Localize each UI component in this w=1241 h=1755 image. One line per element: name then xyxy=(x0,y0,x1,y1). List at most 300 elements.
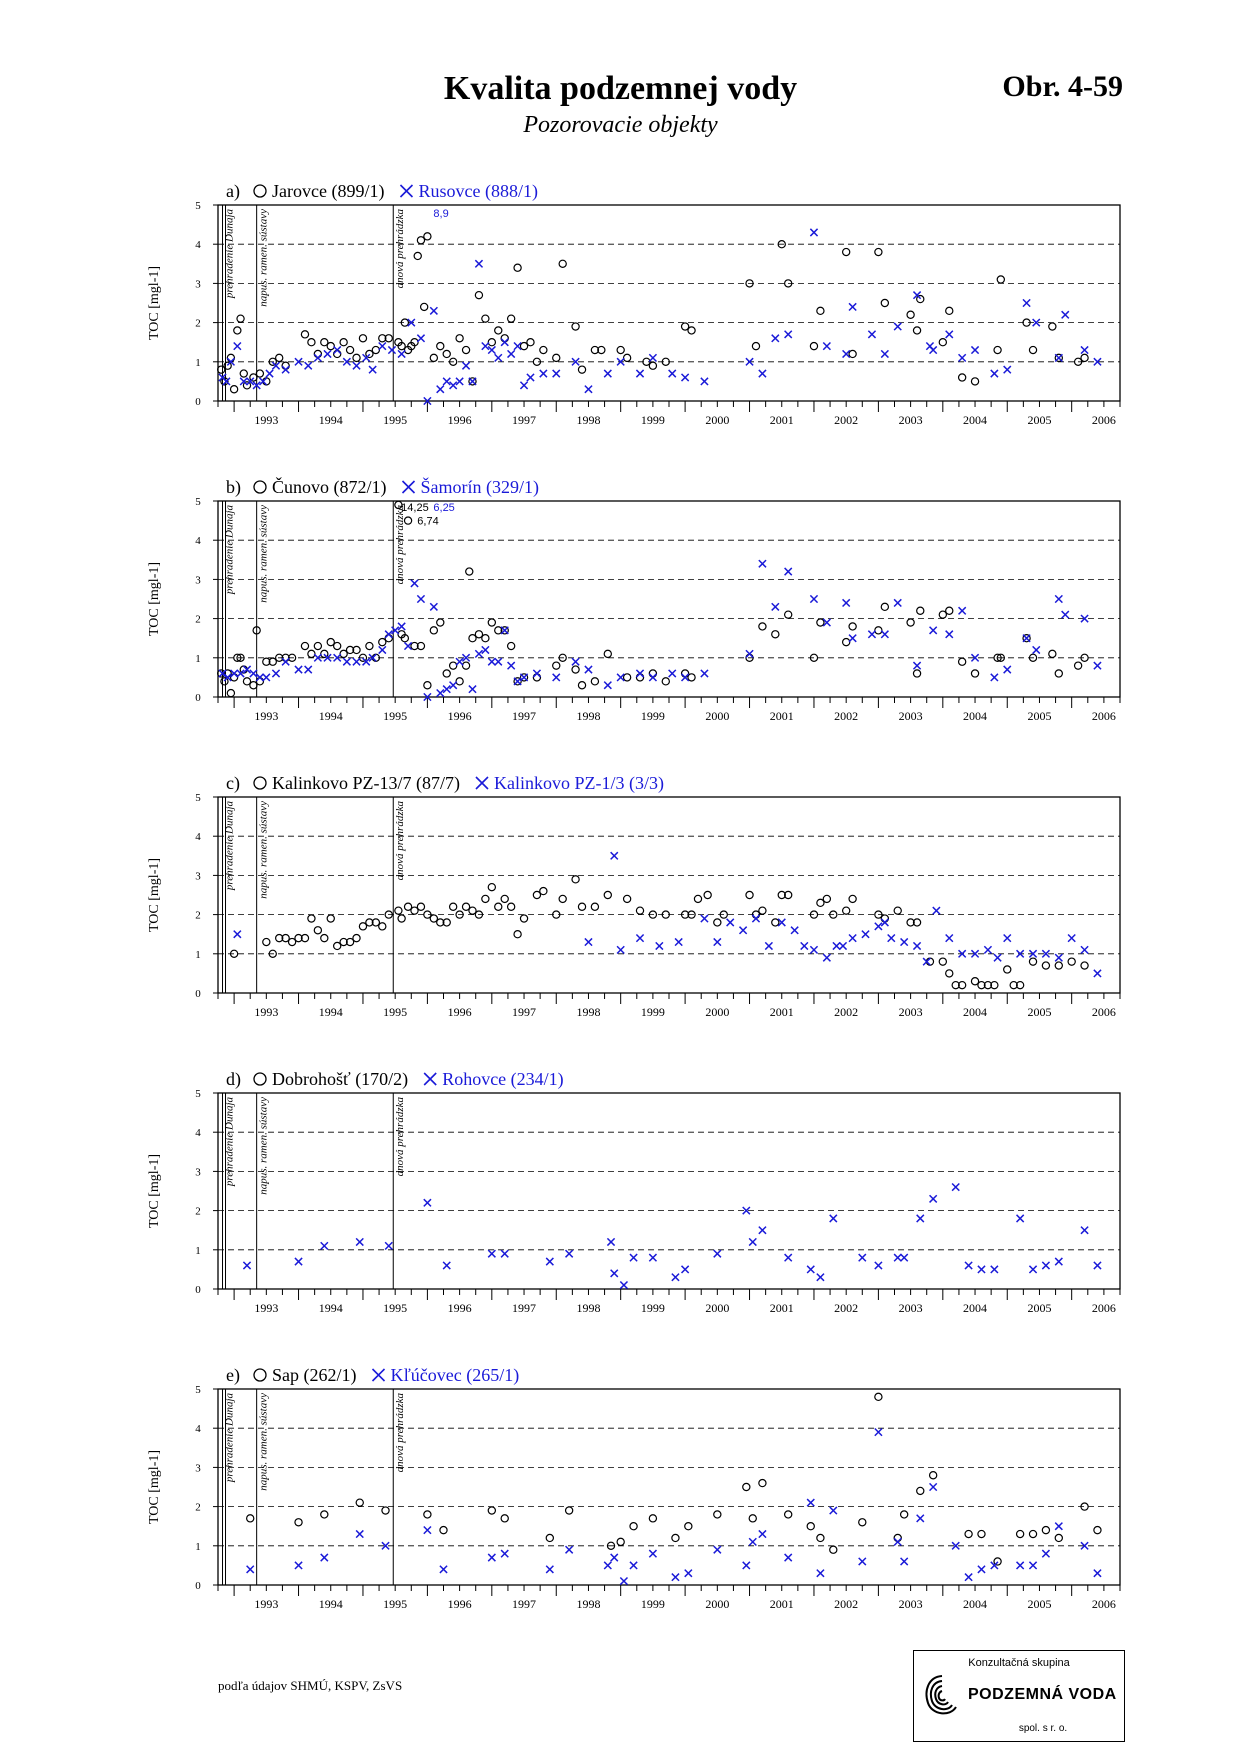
x-tick-label: 1997 xyxy=(512,413,537,427)
page-subtitle: Pozorovacie objekty xyxy=(523,112,718,138)
data-point-cross xyxy=(1042,1550,1049,1557)
data-point-cross xyxy=(443,378,450,385)
data-point-cross xyxy=(1033,646,1040,653)
data-point-cross xyxy=(649,674,656,681)
data-point-cross xyxy=(1055,954,1062,961)
data-point-cross xyxy=(508,350,515,357)
data-point-cross xyxy=(810,229,817,236)
legend-series-a: Dobrohošť (170/2) xyxy=(272,1069,409,1089)
data-point-circle xyxy=(488,339,495,346)
data-point-cross xyxy=(469,378,476,385)
data-point-circle xyxy=(907,311,914,318)
x-tick-label: 1995 xyxy=(383,1597,408,1611)
data-point-circle xyxy=(256,370,263,377)
data-point-circle xyxy=(817,619,824,626)
y-tick-label: 1 xyxy=(195,1540,201,1553)
data-point-cross xyxy=(482,646,489,653)
data-point-cross xyxy=(913,662,920,669)
data-point-cross xyxy=(930,346,937,353)
data-point-circle xyxy=(466,568,473,575)
data-point-circle xyxy=(662,678,669,685)
data-point-cross xyxy=(617,946,624,953)
data-point-cross xyxy=(234,343,241,350)
x-tick-label: 2002 xyxy=(834,709,859,723)
data-point-cross xyxy=(839,942,846,949)
data-point-cross xyxy=(611,1554,618,1561)
data-point-cross xyxy=(952,1183,959,1190)
data-point-circle xyxy=(688,327,695,334)
data-point-cross xyxy=(959,354,966,361)
event-label: prehradenie Dunaja xyxy=(223,801,236,891)
data-point-cross xyxy=(475,650,482,657)
data-point-circle xyxy=(875,627,882,634)
x-tick-label: 2000 xyxy=(705,1005,730,1019)
data-point-cross xyxy=(849,635,856,642)
data-point-cross xyxy=(392,627,399,634)
legend-series-b: Šamorín (329/1) xyxy=(420,477,539,497)
data-point-circle xyxy=(327,343,334,350)
data-point-cross xyxy=(917,1215,924,1222)
data-point-cross xyxy=(440,1566,447,1573)
data-point-circle xyxy=(482,315,489,322)
data-point-circle xyxy=(1029,346,1036,353)
data-point-cross xyxy=(682,374,689,381)
data-point-circle xyxy=(301,331,308,338)
data-point-cross xyxy=(946,935,953,942)
y-tick-label: 5 xyxy=(195,1088,201,1100)
data-point-cross xyxy=(263,674,270,681)
data-point-circle xyxy=(553,354,560,361)
y-tick-label: 1 xyxy=(195,1244,201,1257)
data-point-circle xyxy=(495,327,502,334)
data-point-cross xyxy=(807,1499,814,1506)
data-point-circle xyxy=(946,970,953,977)
logo-mark-icon xyxy=(922,1673,962,1719)
plot-frame xyxy=(218,797,1120,993)
x-tick-label: 2005 xyxy=(1027,1005,1052,1019)
data-point-cross xyxy=(566,1546,573,1553)
data-point-cross xyxy=(443,686,450,693)
figure-number: Obr. 4-59 xyxy=(1002,70,1123,103)
data-point-cross xyxy=(672,1274,679,1281)
x-tick-label: 2004 xyxy=(963,709,988,723)
data-point-cross xyxy=(620,1281,627,1288)
data-point-cross xyxy=(443,1262,450,1269)
data-point-cross xyxy=(234,931,241,938)
data-point-cross xyxy=(356,1238,363,1245)
data-point-cross xyxy=(1094,1570,1101,1577)
data-point-circle xyxy=(321,1511,328,1518)
data-point-circle xyxy=(624,674,631,681)
data-point-cross xyxy=(785,1254,792,1261)
x-tick-label: 2003 xyxy=(898,1005,923,1019)
event-label: dnová prehrádzka xyxy=(394,209,407,289)
panel-letter: b) xyxy=(226,477,241,497)
data-point-cross xyxy=(424,1527,431,1534)
x-tick-label: 2002 xyxy=(834,413,859,427)
legend-series-b: Kalinkovo PZ-1/3 (3/3) xyxy=(493,773,664,793)
data-point-cross xyxy=(1062,611,1069,618)
x-tick-label: 1998 xyxy=(576,1301,601,1315)
data-point-circle xyxy=(617,1538,624,1545)
data-point-cross xyxy=(533,670,540,677)
annotation-label: 6,74 xyxy=(417,515,439,528)
data-point-circle xyxy=(462,346,469,353)
x-tick-label: 2000 xyxy=(705,413,730,427)
x-tick-label: 1999 xyxy=(640,1301,665,1315)
data-point-circle xyxy=(1029,1530,1036,1537)
data-point-circle xyxy=(1081,354,1088,361)
x-tick-label: 1999 xyxy=(640,413,665,427)
data-point-cross xyxy=(785,331,792,338)
panel-letter: c) xyxy=(226,773,240,793)
data-point-cross xyxy=(991,1266,998,1273)
y-tick-label: 3 xyxy=(195,574,201,587)
x-tick-label: 2003 xyxy=(898,709,923,723)
data-point-cross xyxy=(353,658,360,665)
y-axis-label: TOC [mgl-1] xyxy=(147,1153,162,1229)
data-point-cross xyxy=(1081,346,1088,353)
y-tick-label: 2 xyxy=(195,1501,201,1514)
data-point-cross xyxy=(759,1530,766,1537)
data-point-cross xyxy=(501,1550,508,1557)
data-point-circle xyxy=(746,891,753,898)
data-point-cross xyxy=(701,378,708,385)
data-point-circle xyxy=(1081,962,1088,969)
x-tick-label: 2001 xyxy=(769,1005,794,1019)
y-axis-label: TOC [mgl-1] xyxy=(147,561,162,637)
data-point-circle xyxy=(321,935,328,942)
x-tick-label: 2006 xyxy=(1091,709,1116,723)
event-label: prehradenie Dunaja xyxy=(223,1393,236,1483)
data-point-cross xyxy=(295,1562,302,1569)
plot-frame xyxy=(218,1093,1120,1289)
data-point-circle xyxy=(649,362,656,369)
data-point-cross xyxy=(272,670,279,677)
data-point-circle xyxy=(559,260,566,267)
data-point-circle xyxy=(881,299,888,306)
data-point-cross xyxy=(946,631,953,638)
data-point-cross xyxy=(540,370,547,377)
y-axis-label: TOC [mgl-1] xyxy=(147,857,162,933)
data-point-circle xyxy=(901,1511,908,1518)
data-point-cross xyxy=(417,335,424,342)
plot-frame xyxy=(218,1389,1120,1585)
data-point-circle xyxy=(240,370,247,377)
data-point-cross xyxy=(701,915,708,922)
data-point-circle xyxy=(759,623,766,630)
data-point-circle xyxy=(849,350,856,357)
legend-cross-icon xyxy=(476,777,488,789)
data-point-cross xyxy=(959,607,966,614)
data-point-cross xyxy=(894,1254,901,1261)
data-point-circle xyxy=(533,674,540,681)
data-point-circle xyxy=(231,386,238,393)
x-tick-label: 1994 xyxy=(318,1301,343,1315)
data-point-cross xyxy=(810,595,817,602)
x-tick-label: 2002 xyxy=(834,1301,859,1315)
data-point-cross xyxy=(630,1254,637,1261)
data-point-cross xyxy=(488,346,495,353)
data-point-cross xyxy=(314,354,321,361)
data-point-circle xyxy=(843,639,850,646)
data-point-cross xyxy=(875,923,882,930)
data-point-cross xyxy=(430,307,437,314)
data-point-circle xyxy=(1042,962,1049,969)
data-point-circle xyxy=(256,678,263,685)
event-label: prehradenie Dunaja xyxy=(223,209,236,299)
data-point-circle xyxy=(572,666,579,673)
data-point-cross xyxy=(385,1242,392,1249)
y-tick-label: 3 xyxy=(195,278,201,291)
data-point-circle xyxy=(875,248,882,255)
data-point-circle xyxy=(366,642,373,649)
data-point-circle xyxy=(1055,670,1062,677)
data-point-cross xyxy=(675,938,682,945)
x-tick-label: 1995 xyxy=(383,1005,408,1019)
data-point-cross xyxy=(849,303,856,310)
x-tick-label: 1994 xyxy=(318,413,343,427)
y-tick-label: 1 xyxy=(195,948,201,961)
data-point-cross xyxy=(801,942,808,949)
data-point-circle xyxy=(514,264,521,271)
data-point-circle xyxy=(624,354,631,361)
x-tick-label: 1997 xyxy=(512,709,537,723)
data-point-circle xyxy=(913,327,920,334)
legend-circle-icon xyxy=(254,481,266,493)
data-point-circle xyxy=(971,378,978,385)
x-tick-label: 1998 xyxy=(576,1597,601,1611)
data-point-cross xyxy=(965,1262,972,1269)
data-point-circle xyxy=(308,915,315,922)
data-point-cross xyxy=(572,658,579,665)
data-point-cross xyxy=(1055,1523,1062,1530)
legend-circle-icon xyxy=(254,185,266,197)
data-point-cross xyxy=(1055,354,1062,361)
data-point-circle xyxy=(578,903,585,910)
data-point-cross xyxy=(398,623,405,630)
data-point-cross xyxy=(1017,1562,1024,1569)
data-point-circle xyxy=(1068,958,1075,965)
data-point-cross xyxy=(501,339,508,346)
y-tick-label: 4 xyxy=(195,1127,201,1140)
data-point-circle xyxy=(440,1527,447,1534)
event-label: napus. ramen. sústavy xyxy=(257,1097,270,1195)
x-tick-label: 2005 xyxy=(1027,709,1052,723)
data-point-cross xyxy=(649,354,656,361)
data-point-circle xyxy=(823,895,830,902)
data-point-cross xyxy=(527,374,534,381)
data-point-circle xyxy=(424,682,431,689)
data-point-circle xyxy=(308,339,315,346)
data-point-circle xyxy=(994,346,1001,353)
data-point-cross xyxy=(385,631,392,638)
logo-name: PODZEMNÁ VODA xyxy=(968,1686,1117,1703)
data-point-cross xyxy=(807,1266,814,1273)
legend-series-b: Rusovce (888/1) xyxy=(418,181,538,201)
legend-circle-icon xyxy=(254,1073,266,1085)
data-point-circle xyxy=(965,1530,972,1537)
data-point-circle xyxy=(395,907,402,914)
x-tick-label: 1996 xyxy=(447,1597,472,1611)
data-point-circle xyxy=(227,689,234,696)
data-point-cross xyxy=(1004,366,1011,373)
data-point-cross xyxy=(388,346,395,353)
data-point-cross xyxy=(901,1254,908,1261)
data-point-cross xyxy=(913,942,920,949)
data-point-cross xyxy=(450,382,457,389)
data-point-cross xyxy=(1094,1262,1101,1269)
data-point-circle xyxy=(672,1534,679,1541)
y-tick-label: 5 xyxy=(195,1384,201,1396)
data-point-circle xyxy=(276,354,283,361)
data-point-circle xyxy=(907,619,914,626)
data-point-cross xyxy=(930,1195,937,1202)
x-tick-label: 1993 xyxy=(254,1597,279,1611)
data-point-cross xyxy=(604,1562,611,1569)
data-point-cross xyxy=(714,938,721,945)
data-point-cross xyxy=(475,260,482,267)
data-point-cross xyxy=(749,1238,756,1245)
logo-top-text: Konzultačná skupina xyxy=(968,1657,1070,1669)
data-point-circle xyxy=(1075,662,1082,669)
data-point-circle xyxy=(1055,962,1062,969)
x-tick-label: 1998 xyxy=(576,413,601,427)
data-point-circle xyxy=(340,339,347,346)
plot-frame xyxy=(218,501,1120,697)
data-point-circle xyxy=(334,350,341,357)
x-tick-label: 1994 xyxy=(318,1597,343,1611)
data-point-cross xyxy=(356,1530,363,1537)
legend-cross-icon xyxy=(373,1369,385,1381)
data-point-circle xyxy=(508,903,515,910)
x-tick-label: 1993 xyxy=(254,413,279,427)
data-point-circle xyxy=(437,619,444,626)
x-tick-label: 1994 xyxy=(318,1005,343,1019)
data-point-cross xyxy=(305,666,312,673)
data-point-cross xyxy=(830,1215,837,1222)
data-point-circle xyxy=(881,915,888,922)
data-point-circle xyxy=(688,674,695,681)
data-point-circle xyxy=(263,938,270,945)
data-point-cross xyxy=(324,350,331,357)
data-point-cross xyxy=(984,946,991,953)
data-point-circle xyxy=(540,346,547,353)
data-point-circle xyxy=(247,1515,254,1522)
data-point-circle xyxy=(501,895,508,902)
data-point-circle xyxy=(353,354,360,361)
data-point-cross xyxy=(1042,1262,1049,1269)
data-point-cross xyxy=(746,650,753,657)
x-tick-label: 2005 xyxy=(1027,413,1052,427)
data-point-circle xyxy=(1055,1534,1062,1541)
data-point-circle xyxy=(237,315,244,322)
annotation-label: 6,25 xyxy=(433,501,455,514)
data-point-circle xyxy=(649,1515,656,1522)
data-point-cross xyxy=(508,662,515,669)
data-point-circle xyxy=(430,627,437,634)
y-tick-label: 2 xyxy=(195,317,201,330)
x-tick-label: 1993 xyxy=(254,709,279,723)
data-point-cross xyxy=(636,670,643,677)
data-point-circle xyxy=(508,315,515,322)
data-point-cross xyxy=(1023,635,1030,642)
data-point-circle xyxy=(817,307,824,314)
data-point-circle xyxy=(520,915,527,922)
y-axis-label: TOC [mgl-1] xyxy=(147,265,162,341)
data-point-circle xyxy=(553,662,560,669)
data-point-circle xyxy=(649,670,656,677)
data-point-cross xyxy=(546,1258,553,1265)
x-tick-label: 1995 xyxy=(383,1301,408,1315)
data-point-cross xyxy=(334,346,341,353)
data-point-cross xyxy=(488,1554,495,1561)
data-point-cross xyxy=(321,1242,328,1249)
data-point-cross xyxy=(682,1266,689,1273)
data-point-cross xyxy=(894,323,901,330)
data-point-circle xyxy=(1004,966,1011,973)
data-point-circle xyxy=(295,1519,302,1526)
data-point-cross xyxy=(991,370,998,377)
event-label: prehradenie Dunaja xyxy=(223,505,236,595)
data-point-circle xyxy=(843,248,850,255)
data-point-cross xyxy=(881,350,888,357)
data-point-cross xyxy=(247,1566,254,1573)
data-point-cross xyxy=(714,1250,721,1257)
data-point-circle xyxy=(785,611,792,618)
data-point-cross xyxy=(785,568,792,575)
data-point-cross xyxy=(901,1558,908,1565)
data-point-cross xyxy=(1029,1266,1036,1273)
data-point-cross xyxy=(1094,970,1101,977)
panel-letter: a) xyxy=(226,181,240,201)
data-point-circle xyxy=(482,895,489,902)
legend-series-a: Jarovce (899/1) xyxy=(272,181,385,201)
data-point-cross xyxy=(411,580,418,587)
data-point-cross xyxy=(765,942,772,949)
x-tick-label: 2001 xyxy=(769,1301,794,1315)
data-point-cross xyxy=(495,354,502,361)
data-point-cross xyxy=(672,1574,679,1581)
data-point-cross xyxy=(749,1538,756,1545)
data-point-cross xyxy=(437,689,444,696)
data-point-circle xyxy=(488,884,495,891)
data-point-cross xyxy=(607,1238,614,1245)
data-point-cross xyxy=(1081,1227,1088,1234)
data-point-cross xyxy=(843,599,850,606)
data-point-circle xyxy=(971,670,978,677)
y-tick-label: 3 xyxy=(195,1166,201,1179)
data-point-cross xyxy=(611,852,618,859)
data-point-circle xyxy=(572,323,579,330)
data-point-circle xyxy=(379,923,386,930)
data-point-cross xyxy=(282,366,289,373)
data-point-circle xyxy=(1029,958,1036,965)
data-point-circle xyxy=(314,642,321,649)
data-point-circle xyxy=(546,1534,553,1541)
data-point-cross xyxy=(553,674,560,681)
x-tick-label: 2003 xyxy=(898,413,923,427)
data-point-cross xyxy=(379,343,386,350)
data-point-circle xyxy=(759,907,766,914)
data-point-circle xyxy=(881,603,888,610)
data-point-cross xyxy=(917,1515,924,1522)
legend-circle-icon xyxy=(254,777,266,789)
data-point-circle xyxy=(398,915,405,922)
x-tick-label: 1996 xyxy=(447,1005,472,1019)
data-point-circle xyxy=(475,292,482,299)
data-point-circle xyxy=(282,362,289,369)
